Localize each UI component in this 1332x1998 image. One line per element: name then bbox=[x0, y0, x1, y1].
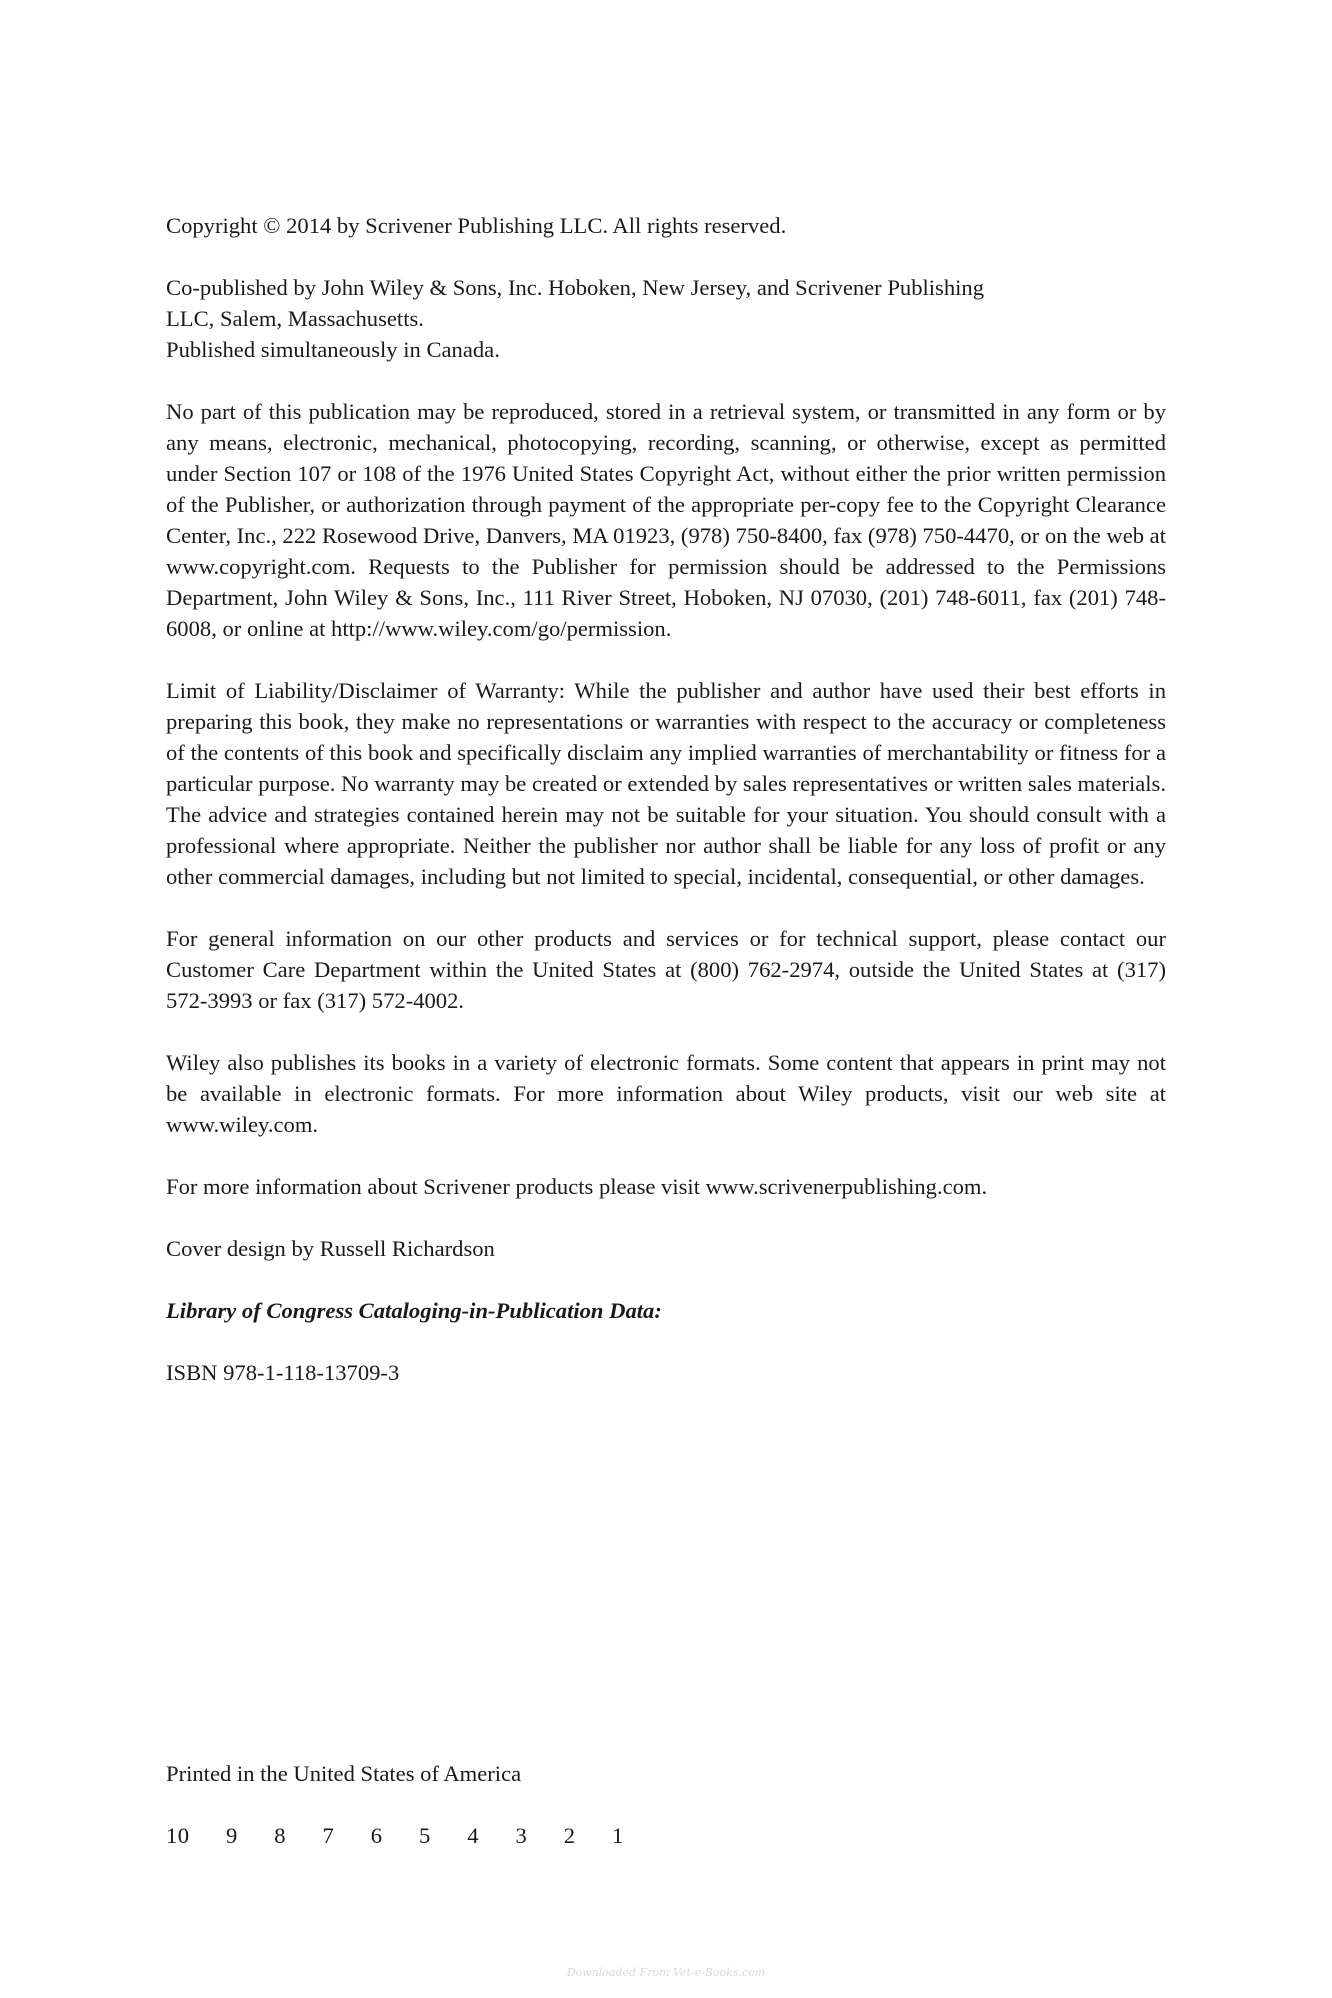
electronic-formats-paragraph: Wiley also publishes its books in a variety of electronic formats. Some content that appears in print may not be available in electronic formats. For more information about Wiley products, visit our web site at www.wiley.com. bbox=[166, 1050, 1166, 1137]
copyright-page bbox=[166, 210, 1166, 1388]
printing-info bbox=[166, 1758, 1166, 1874]
print-line-numbers: 10 9 8 7 6 5 4 3 2 1 bbox=[166, 1823, 624, 1848]
cover-design-credit: Cover design by Russell Richardson bbox=[166, 1236, 495, 1261]
copublished-line-1: Co-published by John Wiley & Sons, Inc. Hoboken, New Jersey, and Scrivener Publishing bbox=[166, 275, 985, 300]
copyright-notice: Copyright © 2014 by Scrivener Publishing LLC. All rights reserved. bbox=[166, 213, 787, 238]
scrivener-info: For more information about Scrivener products please visit www.scrivenerpublishing.com. bbox=[166, 1174, 988, 1199]
copublished-notice bbox=[166, 272, 1166, 365]
general-info-paragraph: For general information on our other products and services or for technical support, please contact our Customer Care Department within the United States at (800) 762-2974, outside the United States at (317) 572-3993 or fax (317) 572-4002. bbox=[166, 926, 1166, 1013]
permissions-paragraph: No part of this publication may be reproduced, stored in a retrieval system, or transmitted in any form or by any means, electronic, mechanical, photocopying, recording, scanning, or otherwise, except as permitted under Section 107 or 108 of the 1976 United States Copyright Act, without either the prior written permission of the Publisher, or authorization through payment of the appropriate per-copy fee to the Copyright Clearance Center, Inc., 222 Rosewood Drive, Danvers, MA 01923, (978) 750-8400, fax (978) 750-4470, or on the web at www.copyright.com. Requests to the Publisher for permission should be addressed to the Permissions Department, John Wiley & Sons, Inc., 111 River Street, Hoboken, NJ 07030, (201) 748-6011, fax (201) 748-6008, or online at http://www.wiley.com/go/permission. bbox=[166, 399, 1166, 641]
isbn: ISBN 978-1-118-13709-3 bbox=[166, 1360, 400, 1385]
download-watermark: Downloaded From Vet-e-Books.com bbox=[566, 1966, 766, 1979]
cip-heading: Library of Congress Cataloging-in-Publication Data: bbox=[166, 1298, 662, 1323]
disclaimer-paragraph: Limit of Liability/Disclaimer of Warranty: While the publisher and author have used their best efforts in preparing this book, they make no representations or warranties with respect to the accuracy or completeness of the contents of this book and specifically disclaim any implied warranties of merchantability or fitness for a particular purpose. No warranty may be created or extended by sales representatives or written sales materials. The advice and strategies contained herein may not be suitable for your situation. You should consult with a professional where appropriate. Neither the publisher nor author shall be liable for any loss of profit or any other commercial damages, including but not limited to special, incidental, consequential, or other damages. bbox=[166, 678, 1166, 889]
copublished-line-2: LLC, Salem, Massachusetts. bbox=[166, 306, 424, 331]
printed-in: Printed in the United States of America bbox=[166, 1761, 522, 1786]
copublished-line-3: Published simultaneously in Canada. bbox=[166, 337, 500, 362]
